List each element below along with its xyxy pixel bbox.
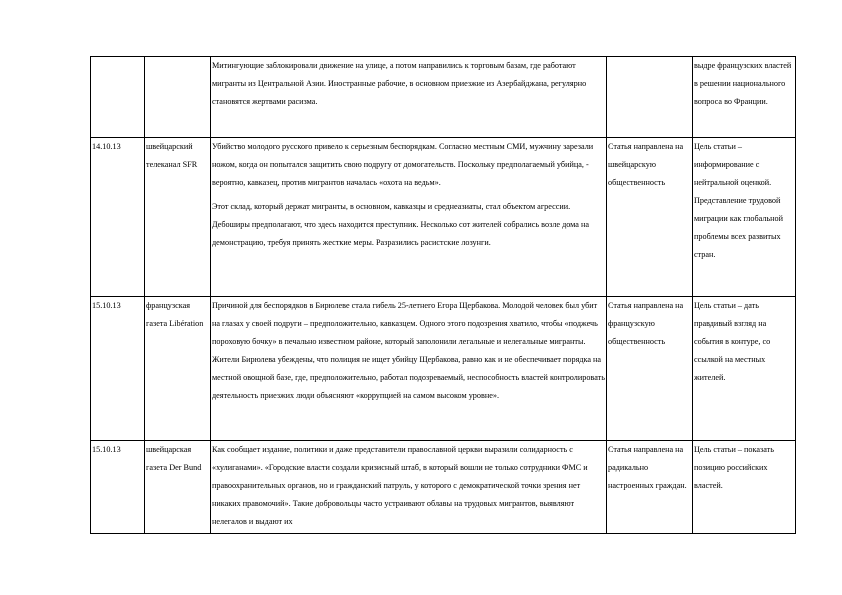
summary-cell <box>211 441 607 534</box>
goal-cell: выдре французских властей в решении национального вопроса во Франции. <box>693 57 796 138</box>
summary-paragraph: Как сообщает издание, политики и даже представители православной церкви выразили солидарность с «хулиганами». «Городские власти создали кризисный штаб, в который вошли не только сотрудники ФМС и правоохранительных органов, но и гражданский патруль, у которого с демократической точки зрения нет никаких правомочий». Такие добровольцы часто устраивают облавы на трудовых мигрантов, выявляют нелегалов и выдают их <box>212 445 588 526</box>
audience-cell <box>607 57 693 138</box>
media-analysis-table <box>90 56 796 534</box>
table-row <box>91 297 796 441</box>
goal-cell: Цель статьи – дать правдивый взгляд на события в контуре, со ссылкой на местных жителей. <box>693 297 796 441</box>
summary-paragraph: Причиной для беспорядков в Бирюлеве стала гибель 25-летнего Егора Щербакова. Молодой человек был убит на глазах у своей подруги – предположительно, кавказцем. Одного этого подозрения хватило, чтобы «поджечь пороховую бочку» в печально известном районе, который заполонили легальные и нелегальные мигранты. Жители Бирюлева убеждены, что полиция не ищет убийцу Щербакова, равно как и не обеспечивает порядка на местной овощной базе, где, предположительно, работал подозреваемый, неспособность властей контролировать деятельность приезжих люди объясняют «коррупцией на самом высоком уровне». <box>212 301 605 400</box>
date-cell: 15.10.13 <box>91 441 145 534</box>
goal-cell: Цель статьи – информирование с нейтральной оценкой. Представление трудовой миграции как глобальной проблемы всех развитых стран. <box>693 138 796 297</box>
source-cell: французская газета Libération <box>145 297 211 441</box>
source-cell: швейцарская газета Der Bund <box>145 441 211 534</box>
audience-cell: Статья направлена на французскую общественность <box>607 297 693 441</box>
date-cell <box>91 57 145 138</box>
source-cell: швейцарский телеканал SFR <box>145 138 211 297</box>
summary-cell <box>211 138 607 297</box>
date-cell: 15.10.13 <box>91 297 145 441</box>
table-row <box>91 441 796 534</box>
summary-paragraph: Этот склад, который держат мигранты, в основном, кавказцы и среднеазиаты, стал объектом агрессии. Дебоширы предполагают, что здесь находится преступник. Несколько сот жителей собрались возле дома на демонстрацию, требуя принять жесткие меры. Разразились расистские лозунги. <box>212 202 590 247</box>
summary-paragraph: Убийство молодого русского привело к серьезным беспорядкам. Согласно местным СМИ, мужчину зарезали ножом, когда он попытался защитить свою подругу от домогательств. Поскольку предполагаемый убийца, - вероятно, кавказец, против мигрантов началась «охота на ведьм». <box>212 142 594 187</box>
audience-cell: Статья направлена на швейцарскую общественность <box>607 138 693 297</box>
date-cell: 14.10.13 <box>91 138 145 297</box>
table-row <box>91 57 796 138</box>
summary-cell <box>211 297 607 441</box>
summary-cell <box>211 57 607 138</box>
summary-paragraph: Митингующие заблокировали движение на улице, а потом направились к торговым базам, где работают мигранты из Центральной Азии. Иностранные рабочие, в основном приезжие из Азербайджана, регулярно становятся жертвами расизма. <box>212 61 587 106</box>
goal-cell: Цель статьи – показать позицию российских властей. <box>693 441 796 534</box>
audience-cell: Статья направлена на радикально настроенных граждан. <box>607 441 693 534</box>
table-row <box>91 138 796 297</box>
source-cell <box>145 57 211 138</box>
